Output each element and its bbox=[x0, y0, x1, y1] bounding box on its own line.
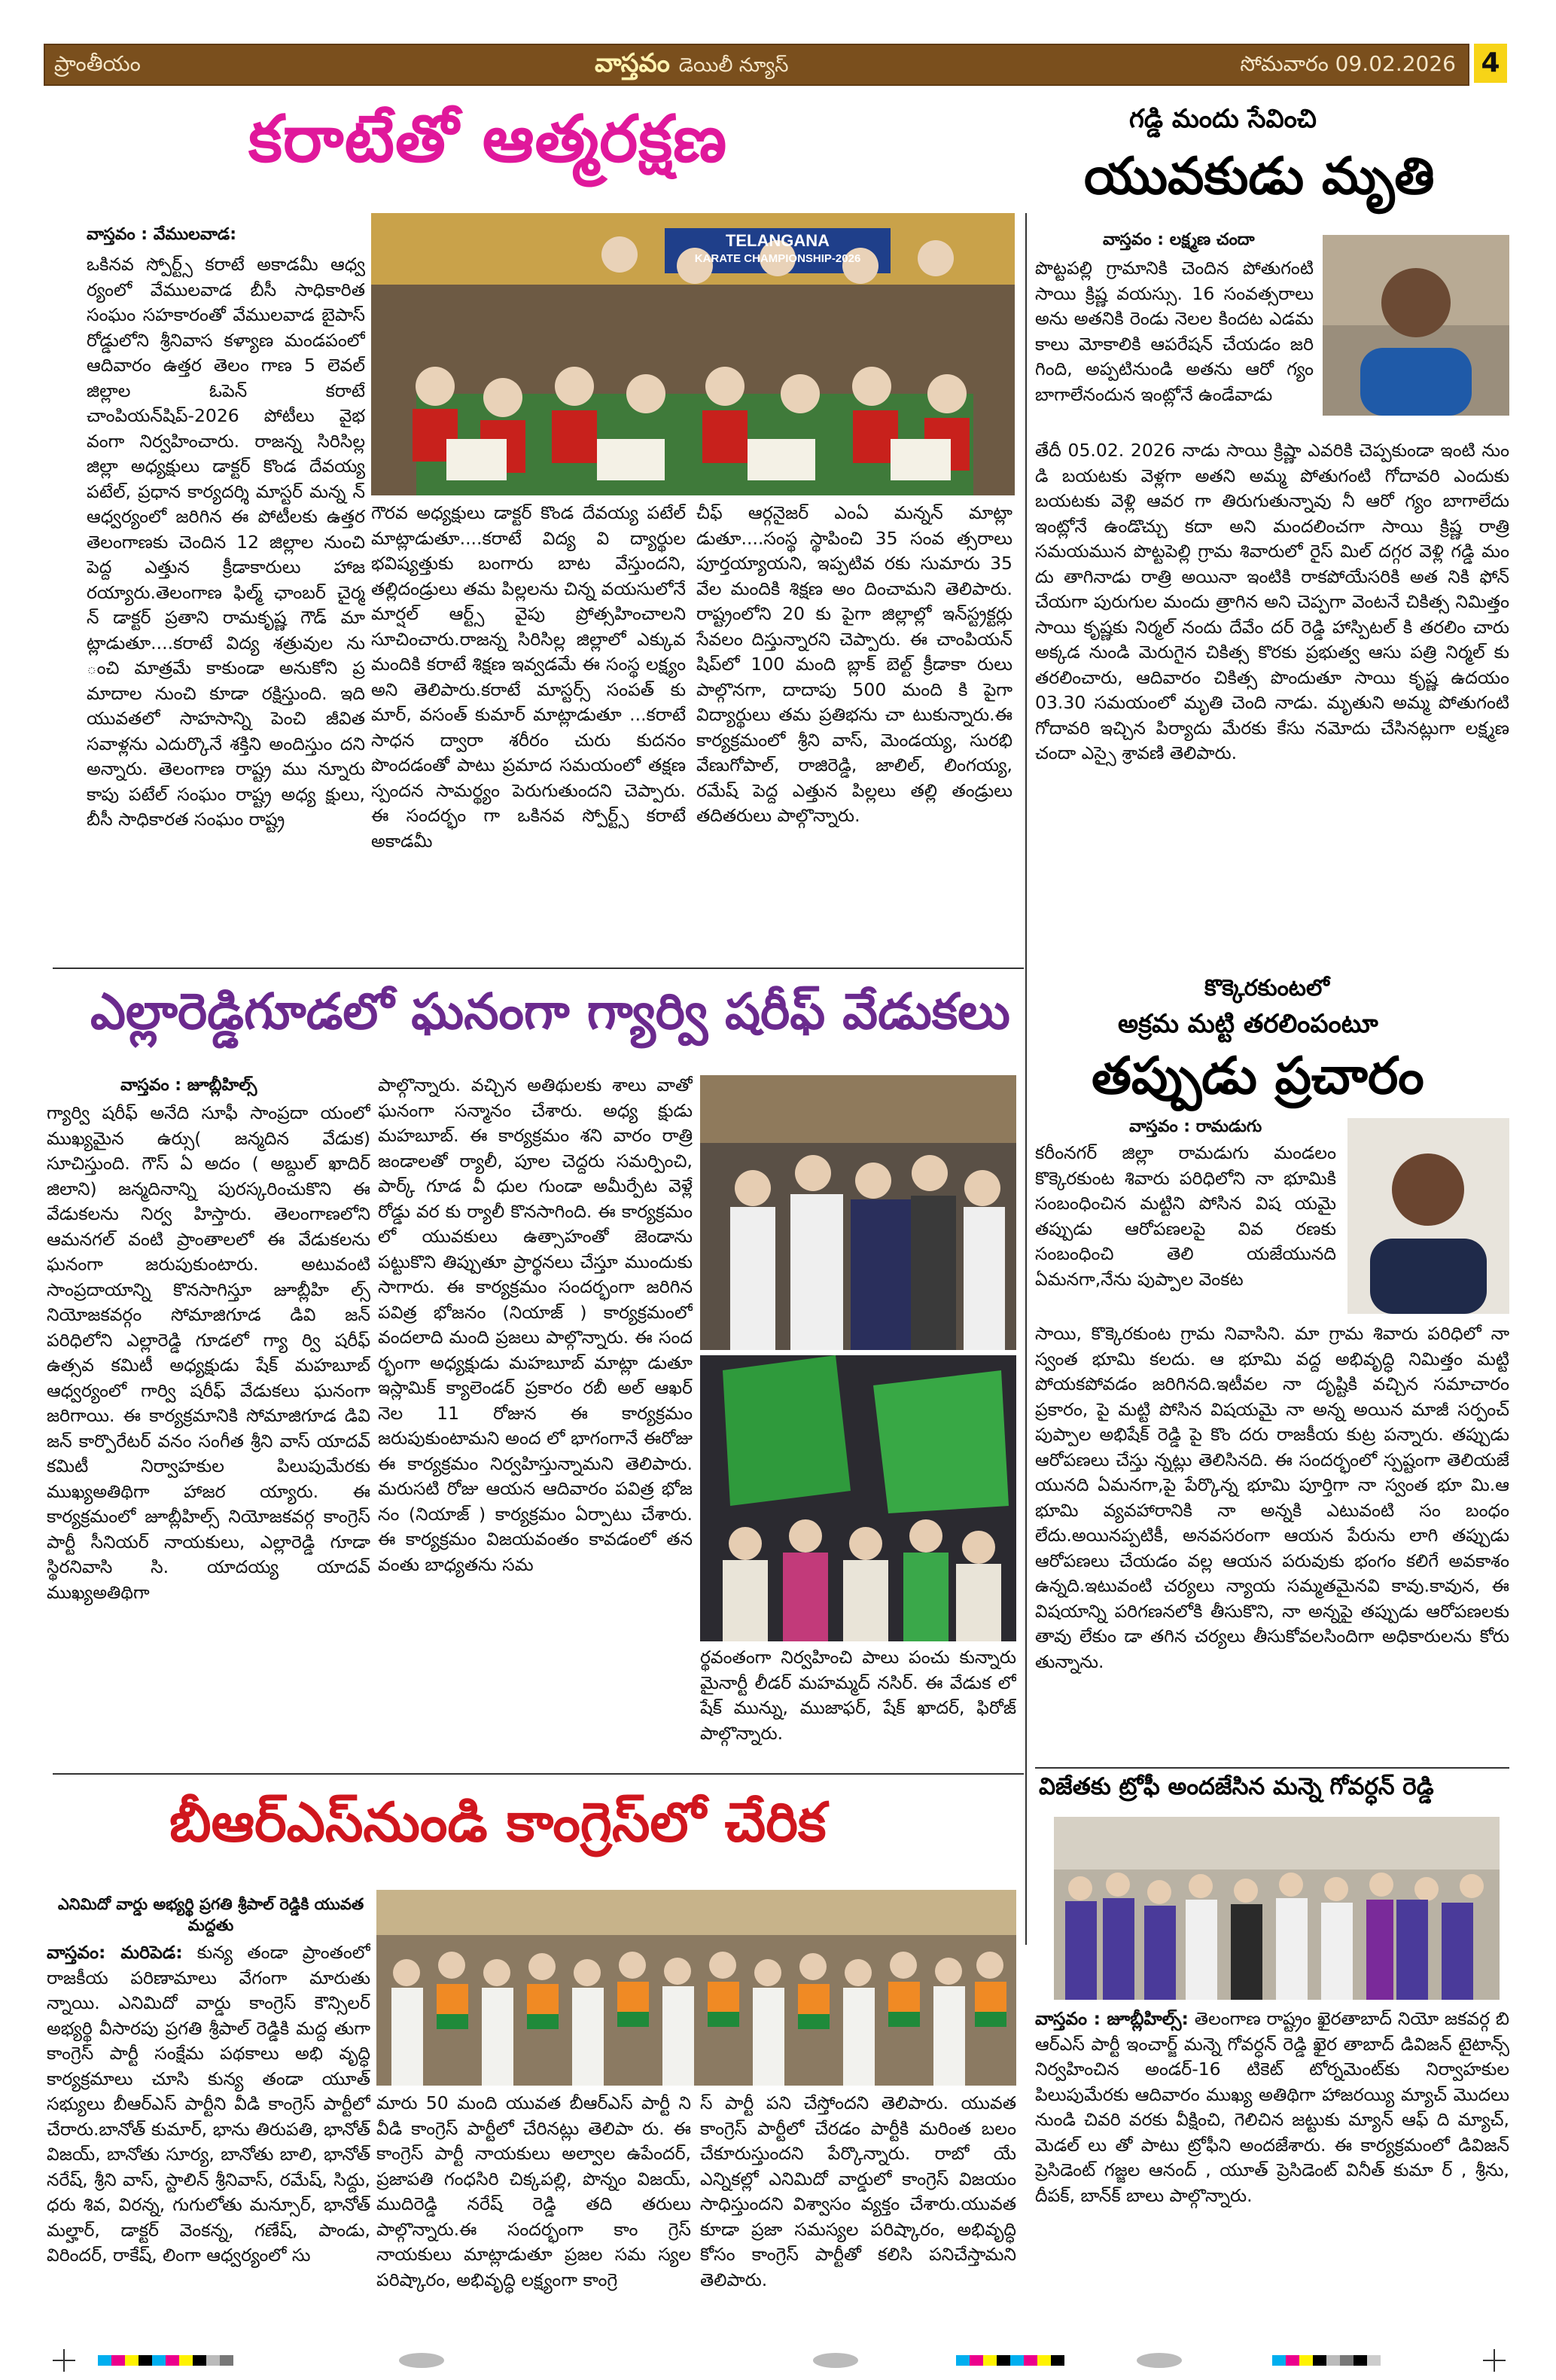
story4-kicker-small: కొక్కెరకుంటలో bbox=[1204, 975, 1329, 1001]
story5-headline: విజేతకు ట్రోఫీ అందజేసిన మన్నె గోవర్ధన్ రెడ్డి bbox=[1039, 1773, 1434, 1800]
story2-col-top: పొట్టపల్లి గ్రామానికి చెందిన పోతుగంటి సాయి క్రిష్ణ వయస్సు. 16 సంవత్సరాలు అను అతనికి రెండు నెలల కిందట ఎడమ కాలు మోకాలికి ఆపరేషన్ చేయడం జరి గింది, అప్పటినుండి అతను ఆరో గ్యం బాగాలేనందున ఇంట్లోనే ఉండేవాడు bbox=[1035, 258, 1314, 405]
story3-dateline: వాస్తవం : జూబ్లీహిల్స్ bbox=[120, 1076, 257, 1095]
photo-banner-text: TELANGANA KARATE CHAMPIONSHIP-2026 bbox=[694, 231, 861, 265]
story4-portrait bbox=[1347, 1118, 1509, 1314]
rule-v1 bbox=[1025, 213, 1027, 1945]
portrait-graphic bbox=[1323, 235, 1509, 416]
story3-col3: ర్థవంతంగా నిర్వహించి పాలు పంచు కున్నారు మైనార్టీ లీడర్ మహమ్మద్ నసిర్. ఈ వేడుక లో షేక్ మున్ను, ముజాఫర్, షేక్ ఖాదర్, ఫిరోజ్ పాల్గొన్నారు. bbox=[700, 1647, 1016, 1744]
story2-kicker: గడ్డి మందు సేవించి bbox=[1129, 104, 1317, 134]
registration-marks bbox=[45, 2349, 1513, 2372]
story1-col1: ఒకినవ స్పోర్ట్స్ కరాటే అకాడమీ ఆధ్వ ర్యంలో వేములవాడ బీసీ సాధికారిత సంఘం సహకారంతో వేములవాడ బైపాస్ రోడ్డులోని శ్రీనివాస కళ్యాణ మండపంలో ఆదివారం ఉత్తర తెలం గాణ 5 లెవల్ జిల్లాల ఓపెన్ కరాటే చాంపియన్‌షిప్-2026 పోటీలు వైభ వంగా నిర్వహించారు. రాజన్న సిరిసిల్ల జిల్లా అధ్యక్షులు డాక్టర్ కొండ దేవయ్య పటేల్, ప్రధాన కార్యదర్శి మాస్టర్ మన్న న్ ఆధ్వర్యంలో జరిగిన ఈ పోటీలకు ఉత్తర తెలంగాణకు చెందిన 12 జిల్లాల నుంచి పెద్ద ఎత్తున క్రీడాకారులు హాజ రయ్యారు.తెలంగాణ ఫిల్మ్ ఛాంబర్ చైర్మ న్ డాక్టర్ ప్రతాని రామకృష్ణ గౌడ్ మా ట్లాడుతూ....కరాటే విద్య శత్రువుల ను ంచి మాత్రమే కాకుండా అనుకోని ప్ర మాదాల నుంచి కూడా రక్షిస్తుంది. ఇది యువతలో సాహసాన్ని పెంచి జీవిత సవాళ్లను ఎదుర్కొనే శక్తిని అందిస్తుం దని అన్నారు. తెలంగాణ రాష్ట్ర ము న్నూరు కాపు పటేల్ సంఘం రాష్ట్ర అధ్య క్షులు, బీసీ సాధికారత సంఘం రాష్ట్ర bbox=[87, 254, 365, 830]
story3-col1: గ్యార్వి షరీఫ్ అనేది సూఫీ సాంప్రదా యంలో ముఖ్యమైన ఉర్సు( జన్మదిన వేడుక) సూచిస్తుంది. గౌస్ ఏ అదం ( అబ్దుల్ ఖాదిర్ జిలాని) జన్మదినాన్ని పురస్కరించుకొని ఈ వేడుకలను నిర్వ హిస్తారు. తెలంగాణలోని ఆమనగల్ వంటి ప్రాంతాలలో ఈ వేడుకలను ఘనంగా జరుపుకుంటారు. అటువంటి సాంప్రదాయాన్ని కొనసాగిస్తూ జూబ్లీహి ల్స్ నియోజకవర్గం సోమాజిగూడ డివి జన్ పరిధిలోని ఎల్లారెడ్డి గూడలో గ్యా ర్వి షరీఫ్ ఉత్సవ కమిటీ అధ్యక్షుడు షేక్ మహబూబ్ ఆధ్వర్యంలో గార్వి షరీఫ్ వేడుకలు ఘనంగా జరిగాయి. ఈ కార్యక్రమానికి సోమాజిగూడ డివి జన్ కార్పొరేటర్ వనం సంగీత శ్రీని వాస్ యాదవ్ కమిటీ నిర్వాహకుల పిలుపుమేరకు ముఖ్యఅతిథిగా హాజర య్యారు. ఈ కార్యక్రమంలో జూబ్లీహిల్స్ నియోజకవర్గ కాంగ్రెస్ పార్టీ సీనియర్ నాయకులు, ఎల్లారెడ్డి గూడా స్థిరనివాసి సి. యాదయ్య యాదవ్ ముఖ్యఅతిథిగా bbox=[47, 1102, 370, 1603]
trophy-photo-graphic bbox=[1054, 1817, 1500, 2000]
story2-portrait bbox=[1323, 235, 1509, 416]
page-number: 4 bbox=[1474, 44, 1507, 83]
congress-photo bbox=[376, 1890, 1016, 2086]
story3-headline: ఎల్లారెడ్డిగూడలో ఘనంగా గ్యార్వి షరీఫ్ వేడుకలు bbox=[90, 983, 1010, 1041]
gyarvi-photo-2-graphic bbox=[700, 1355, 1016, 1641]
story4-col-top: కరీంనగర్ జిల్లా రామడుగు మండలం కొక్కెరకుంట శివారు పరిధిలోని నా భూమికి సంబంధించిన మట్టిని పోసిన విష యమై తప్పుడు ఆరోపణలపై వివ రణకు సంబంధించి తెలి యజేయునది ఏమనగా,నేను పుప్పాల వెంకట bbox=[1035, 1142, 1336, 1290]
story2-headline: యువకుడు మృతి bbox=[1084, 147, 1435, 206]
story6-subhead: ఎనిమిదో వార్డు అభ్యర్థి ప్రగతి శ్రీపాల్ రెడ్డికి యువత మద్దతు bbox=[57, 1895, 364, 1934]
story6-col3: స్ పార్టీ పని చేస్తోందని తెలిపారు. యువత కాంగ్రెస్ పార్టీలో చేరడం పార్టీకి మరింత బలం చేకూరుస్తుందని పేర్కొన్నారు. రాబో యే ఎన్నికల్లో ఎనిమిదో వార్డులో కాంగ్రెస్ విజయం సాధిస్తుందని విశ్వాసం వ్యక్తం చేశారు.యువత కూడా ప్రజా సమస్యల పరిష్కారం, అభివృద్ధి కోసం కాంగ్రెస్ పార్టీతో కలిసి పనిచేస్తామని తెలిపారు. bbox=[700, 2092, 1016, 2290]
story4-col-bottom: సాయి, కొక్కెరకుంట గ్రామ నివాసిని. మా గ్రామ శివారు పరిధిలో నా స్వంత భూమి కలదు. ఆ భూమి వద్ద అభివృద్ధి నిమిత్తం మట్టి పోయకపోవడం జరిగినది.ఇటీవల నా దృష్టికి వచ్చిన సమాచారం ప్రకారం, పై మట్టి పోసిన విషయమై నా అన్న అయిన మాజీ సర్పంచ్ పుప్పాల అభిషేక్ రెడ్డి పై కొం దరు రాజకీయ కుట్ర పన్నారు. తప్పుడు ఆరోపణలు చేస్తు న్నట్లు తెలిసినది. ఈ సందర్భంలో స్పష్టంగా తెలియజే యునది ఏమనగా,పై పేర్కొన్న భూమి పూర్తిగా నా స్వంత భూ మి.ఆ భూమి వ్యవహారానికి నా అన్నకి ఎటువంటి సం బంధం లేదు.అయినప్పటికీ, అనవసరంగా ఆయన పేరును లాగి తప్పుడు ఆరోపణలు చేయడం వల్ల ఆయన పరువుకు భంగం కలిగే అవకాశం ఉన్నది.ఇటువంటి చర్యలు న్యాయ సమ్మతమైనవి కావు.కావున, ఈ విషయాన్ని పరిగణనలోకి తీసుకొని, నా అన్నపై తప్పుడు ఆరోపణలకు తావు లేకుం డా తగిన చర్యలు తీసుకోవలసిందిగా అధికారులను కోరు తున్నాను. bbox=[1035, 1323, 1509, 1672]
gyarvi-photo-2 bbox=[700, 1355, 1016, 1641]
story4-headline: తప్పుడు ప్రచారం bbox=[1092, 1047, 1424, 1106]
trophy-photo bbox=[1054, 1817, 1500, 2000]
rule-h2 bbox=[53, 1773, 1024, 1775]
story1-col3: చీఫ్ ఆర్గనైజర్ ఎంఏ మన్నన్ మాట్లా డుతూ....సంస్థ స్థాపించి 35 సంవ త్సరాలు పూర్తయ్యాయని, ఇప్పటివ రకు సుమారు 35 వేల మందికి శిక్షణ అం దించామని తెలిపారు. రాష్ట్రంలోని 20 కు పైగా జిల్లాల్లో ఇన్‌స్ట్రక్టర్లు సేవలం దిస్తున్నారని చెప్పారు. ఈ చాంపియన్ షిప్‌లో 100 మంది బ్లాక్ బెల్ట్ క్రీడాకా రులు పాల్గొనగా, దాదాపు 500 మంది కి పైగా విద్యార్థులు తమ ప్రతిభను చా టుకున్నారు.ఈ కార్యక్రమంలో శ్రీని వాస్, మెండయ్య, సురభి వేణుగోపాల్, రాజిరెడ్డి, జాలిల్, లింగయ్య, రమేష్ పెద్ద ఎత్తున పిల్లలు తల్లి తండ్రులు తదితరులు పాల్గొన్నారు. bbox=[696, 502, 1012, 826]
story6-col2: మారు 50 మంది యువత బీఆర్ఎస్ పార్టీ ని వీడి కాంగ్రెస్ పార్టీలో చేరినట్లు తెలిపా రు. ఈ కాంగ్రెస్ పార్టీ నాయకులు అల్వాల ఉపేందర్, ప్రజాపతి గంధసిరి చిక్కపల్లి, పొన్నం విజయ్, ముదిరెడ్డి నరేష్ రెడ్డి తది తరులు పాల్గొన్నారు.ఈ సందర్భంగా కాం గ్రెస్ నాయకులు మాట్లాడుతూ ప్రజల సమ స్యల పరిష్కారం, అభివృద్ధి లక్ష్యంగా కాంగ్రె bbox=[376, 2092, 691, 2290]
story6-headline: బీఆర్ఎస్‌నుండి కాంగ్రెస్‌లో చేరిక bbox=[169, 1790, 827, 1854]
story3-col2: పాల్గొన్నారు. వచ్చిన అతిథులకు శాలు వాతో ఘనంగా సన్మానం చేశారు. అధ్య క్షుడు మహబూబ్. ఈ కార్యక్రమం శని వారం రాత్రి జండాలతో ర్యాలీ, పూల చెద్దరు సమర్పించి, పార్క్ గూడ వీ ధుల గుండా అమీర్పేట వెళ్లే రోడ్డు వర కు ర్యాలీ కొనసాగింది. ఈ కార్యక్రమం లో యువకులు ఉత్సాహంతో జెండాను పట్టుకొని తిప్పుతూ ప్రార్థనలు చేస్తూ ముందుకు సాగారు. ఈ కార్యక్రమం సందర్భంగా జరిగిన పవిత్ర భోజనం (నియాజ్ ) కార్యక్రమంలో వందలాది మంది ప్రజలు పాల్గొన్నారు. ఈ సంద ర్భంగా అధ్యక్షుడు మహబూబ్ మాట్లా డుతూ ఇస్లామిక్ క్యాలెండర్ ప్రకారం రబీ అల్ ఆఖర్ నెల 11 రోజున ఈ కార్యక్రమం జరుపుకుంటామని అంద లో భాగంగానే ఈరోజు ఈ కార్యక్రమం నిర్వహిస్తున్నామని తెలిపారు. మరుసటి రోజు ఆయన ఆదివారం పవిత్ర భోజ నం (నియాజ్ ) కార్యక్రమం ఏర్పాటు చేశారు. ఈ కార్యక్రమం విజయవంతం కావడంలో తన వంతు బాధ్యతను సమ bbox=[378, 1074, 693, 1575]
story4-portrait-graphic bbox=[1347, 1118, 1509, 1314]
gyarvi-photo-1-graphic bbox=[700, 1075, 1016, 1350]
story2-dateline: వాస్తవం : లక్ష్మణ చందా bbox=[1103, 230, 1255, 249]
story1-dateline: వాస్తవం : వేములవాడ: bbox=[87, 225, 236, 244]
karate-photo bbox=[371, 213, 1015, 495]
issue-date: సోమవారం 09.02.2026 bbox=[1240, 51, 1456, 76]
story1-headline: కరాటేతో ఆత్మరక్షణ bbox=[248, 102, 728, 177]
congress-photo-graphic bbox=[376, 1890, 1016, 2086]
story1-col2: గౌరవ అధ్యక్షులు డాక్టర్ కొండ దేవయ్య పటేల్ మాట్లాడుతూ....కరాటే విద్య వి ద్యార్థుల భవిష్యత్తుకు బంగారు బాట వేస్తుందని, తల్లిదండ్రులు తమ పిల్లలను చిన్న వయసులోనే మార్షల్ ఆర్ట్స్ వైపు ప్రోత్సహించాలని సూచించారు.రాజన్న సిరిసిల్ల జిల్లాలో ఎక్కువ మందికి కరాటే శిక్షణ ఇవ్వడమే ఈ సంస్థ లక్ష్యం అని తెలిపారు.కరాటే మాస్టర్స్ సంపత్ కు మార్, వసంత్ కుమార్ మాట్లాడుతూ ...కరాటే సాధన ద్వారా శరీరం చురు కుదనం పొందడంతో పాటు ప్రమాద సమయంలో తక్షణ స్పందన సామర్థ్యం పెరుగుతుందని చెప్పారు. ఈ సందర్భం గా ఒకినవ స్పోర్ట్స్ కరాటే అకాడమీ bbox=[371, 502, 686, 852]
story4-kicker: అక్రమ మట్టి తరలింపంటూ bbox=[1118, 1009, 1378, 1039]
story6-col1: వాస్తవం: మరిపెడ: కున్య తండా ప్రాంతంలో రాజకీయ పరిణామాలు వేగంగా మారుతు న్నాయి. ఎనిమిదో వార్డు కాంగ్రెస్ కౌన్సిలర్ అభ్యర్థి వీసారపు ప్రగతి శ్రీపాల్ రెడ్డికి మద్ద తుగా కాంగ్రెస్ పార్టీ సంక్షేమ పథకాలు అభి వృద్ధి కార్యక్రమాలు చూసి కున్య తండా యూత్ సభ్యులు బీఆర్ఎస్ పార్టీని వీడి కాంగ్రెస్ పార్టీలో చేరారు.బానోత్ కుమార్, భాను తిరుపతి, భానోత్ విజయ్, బానోతు సూర్య, బానోతు బాలి, భానోత్ నరేష్, శ్రీని వాస్, స్టాలిన్ శ్రీనివాస్, రమేష్, సిద్దు, ధరు శివ, విరన్న, గుగులోతు మన్సూర్, భానోత్ మల్హార్, డాక్టర్ వెంకన్న, గణేష్, పాండు, విరిందర్, రాకేష్, లింగా ఆధ్వర్యంలో సు bbox=[47, 1942, 370, 2266]
gyarvi-photo-1 bbox=[700, 1075, 1016, 1350]
print-registration-strip bbox=[45, 2349, 1513, 2372]
section-label: ప్రాంతీయం bbox=[54, 51, 141, 76]
story2-col-bottom: తేదీ 05.02. 2026 నాడు సాయి క్రిష్ణా ఎవరికి చెప్పకుండా ఇంటి నుం డి బయటకు వెళ్లగా అతని అమ్మ పోతుగంటి గోదావరి ఎందుకు బయటకు వెళ్లి ఆవర గా తిరుగుతున్నావు నీ ఆరో గ్యం బాగాలేదు ఇంట్లోనే ఉండొచ్చు కదా అని మందలించగా సాయి క్రిష్ణ రాత్రి సమయమున పొట్టపెల్లి గ్రామ శివారులో రైస్ మిల్ దగ్గర వెళ్లి గడ్డి మం దు తాగినాడు రాత్రి అయినా ఇంటికి రాకపోయేసరికి అత నికి ఫోన్ చేయగా పురుగుల మందు త్రాగిన అని చెప్పగా వెంటనే చికిత్స నిమిత్తం సాయి కృష్ణకు నిర్మల్ నందు దేవేం దర్ రెడ్డి హాస్పిటల్ కి తరలిం చారు అక్కడ నుండి మెరుగైన చికిత్స కొరకు ప్రభుత్వ ఆసు పత్రి నిర్మల్ కు తరలించారు, ఆదివారం చికిత్స పొందుతూ సాయి కృష్ణ ఉదయం 03.30 సమయంలో మృతి చెంది నాడు. మృతుని అమ్మ పోతుగంటి గోదావరి ఇచ్చిన పిర్యాదు మేరకు కేసు నమోదు చేసినట్లుగా లక్ష్మణ చందా ఎస్సై శ్రావణి తెలిపారు. bbox=[1035, 440, 1509, 763]
story5-body: వాస్తవం : జూబ్లీహిల్స్: తెలంగాణ రాష్ట్రం ఖైరతాబాద్ నియో జకవర్గ బి ఆర్ఎస్ పార్టీ ఇంచార్జ్ మన్నె గోవర్ధన్ రెడ్డి ఖైర తాబాద్ డివిజన్ టైటాన్స్ నిర్వహించిన అండర్-16 టికెట్ టోర్నమెంట్‌కు నిర్వాహకుల పిలుపుమేరకు ఆదివారం ముఖ్య అతిథిగా హాజరయ్యి మ్యాచ్ మొదలు నుండి చివరి వరకు వీక్షించి, గెలిచిన జట్టుకు మ్యాన్ ఆఫ్ ది మ్యాచ్, మెడల్ లు తో పాటు ట్రోఫీని అందజేశారు. ఈ కార్యక్రమంలో డివిజన్ ప్రెసిడెంట్ గజ్జల ఆనంద్ , యూత్ ప్రెసిడెంట్ వినీత్ కుమా ర్ , శ్రీను, దీపక్, బాన్‌క్ బాలు పాల్గొన్నారు. bbox=[1035, 2008, 1509, 2206]
paper-name: వాస్తవం డెయిలీ న్యూస్ bbox=[595, 48, 789, 78]
masthead-band bbox=[44, 44, 1469, 86]
rule-h1 bbox=[53, 968, 1024, 969]
rule-h3 bbox=[1035, 1767, 1509, 1769]
story4-dateline: వాస్తవం : రామడుగు bbox=[1129, 1117, 1262, 1136]
